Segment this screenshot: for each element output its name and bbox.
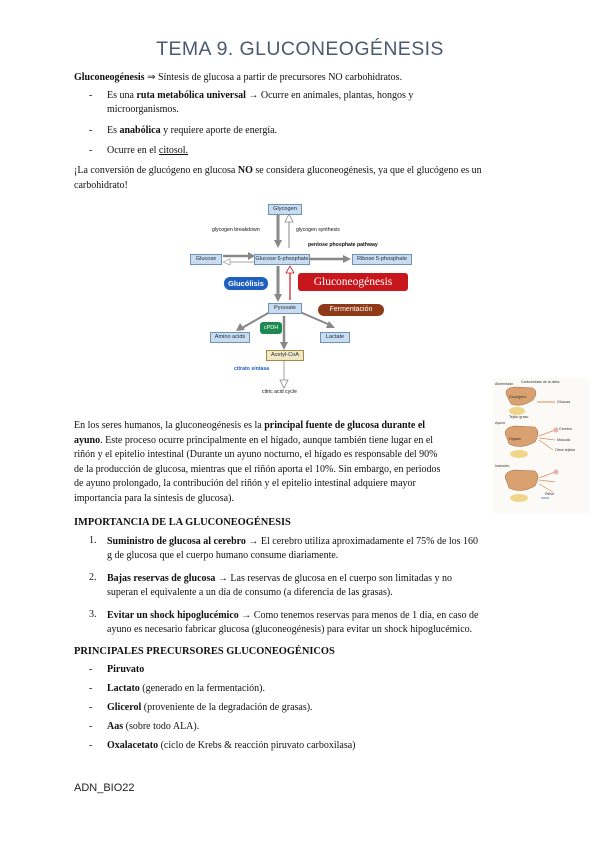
g6p-box: Glucose 6-phosphate: [254, 254, 310, 265]
precursor-glicerol: Glicerol (proveniente de la degradación de grasas).: [107, 702, 313, 713]
fasting-states-figure: [493, 378, 589, 513]
term-gluconeogenesis: Gluconeogénesis: [74, 72, 145, 83]
section-heading-importancia: IMPORTANCIA DE LA GLUCONEOGÉNESIS: [74, 517, 291, 528]
precursor-oxalacetato: Oxalacetato (ciclo de Krebs & reacción piruvato carboxilasa): [107, 740, 356, 751]
glycogen-synthesis-label: glycogen synthesis: [296, 227, 340, 233]
glycogen-box: Glycogen: [268, 204, 302, 215]
glucose-box: Glucose: [190, 254, 222, 265]
importancia-item-3: Evitar un shock hipoglucémico → Como tenemos reservas para menos de 1 día, en caso de: [107, 610, 479, 621]
implies-arrow: ⇒: [147, 72, 156, 83]
tca-label: citric acid cycle: [262, 389, 297, 395]
bullet-dash: -: [89, 721, 93, 732]
bullet-dash: -: [89, 702, 93, 713]
para-humans-line2: ayuno. Este proceso ocurre principalmente en el hígado, aunque también tiene lugar en el: [74, 435, 434, 446]
para-humans-line6: importancia para la síntesis de glucosa).: [74, 493, 234, 504]
gluconeogenesis-badge: Gluconeogénesis: [298, 273, 408, 291]
note-glycogen: ¡La conversión de glucógeno en glucosa NO se considera gluconeogénesis, ya que el glucógeno es un: [74, 165, 482, 176]
precursor-piruvato: Piruvato: [107, 664, 145, 675]
bullet-universal: Es una ruta metabólica universal → Ocurre en animales, plantas, hongos y: [107, 90, 414, 101]
intro-definition: Gluconeogénesis ⇒ Síntesis de glucosa a partir de precursores NO carbohidratos.: [74, 72, 403, 83]
para-humans-line3: riñón y el epitelio intestinal (Durante un ayuno nocturno, el hígado es responsable del 90%: [74, 449, 438, 460]
footer-tag: ADN_BIO22: [74, 782, 135, 794]
page-title: TEMA 9. GLUCONEOGÉNESIS: [156, 38, 444, 60]
kidney-label: Riñón: [545, 492, 555, 496]
lactate-box: Lactate: [320, 332, 350, 343]
precursor-aas: Aas (sobre todo ALA).: [107, 721, 200, 732]
importancia-item-2: Bajas reservas de glucosa → Las reservas de glucosa en el cuerpo son limitadas y no: [107, 573, 453, 584]
fed-state-label: Alimentado: [495, 382, 513, 386]
muscle-label: Músculo: [557, 438, 571, 442]
organs-illustration: [493, 378, 589, 513]
bullet-dash: -: [89, 740, 93, 751]
brain-label: Cerebro: [559, 427, 572, 431]
bullet-citosol: Ocurre en el citosol.: [107, 145, 189, 156]
pyruvate-box: Pyruvate: [268, 303, 302, 314]
glycogen-breakdown-label: glycogen breakdown: [212, 227, 260, 233]
glucolisis-badge: Glucólisis: [224, 277, 268, 290]
ppp-label: pentose phosphate pathway: [308, 242, 378, 248]
list-number: 2.: [89, 572, 97, 583]
glycogen-label: Glucógeno: [509, 395, 527, 399]
amino-acids-box: Amino acids: [210, 332, 250, 343]
list-number: 3.: [89, 609, 97, 620]
acetyl-coa-box: Acetyl-CoA: [266, 350, 304, 361]
bullet-anabolica: Es anabólica y requiere aporte de energía.: [107, 125, 278, 136]
fasting-label: Ayuno: [495, 421, 506, 425]
fermentacion-badge: Fermentación: [318, 304, 384, 316]
para-humans-line1: En los seres humanos, la gluconeogénesis es la principal fuente de glucosa durante el: [74, 420, 426, 431]
importancia-item-1-cont: g de glucosa que el cuerpo humano consume diariamente.: [107, 550, 339, 561]
fat-tissue-label: Tejido graso: [509, 415, 529, 419]
importancia-item-3-cont: ayuno es necesario fabricar glucosa (gluconeogénesis) para evitar un shock hipoglucémico.: [107, 624, 473, 635]
para-humans-line5: de ayuno prolongado, la contribución del riñón y el epitelio intestinal adquiere mayor: [74, 478, 416, 489]
bullet-dash: -: [89, 90, 93, 101]
importancia-item-2-cont: superan el equivalente a un día de consumo (a diferencia de las grasas).: [107, 587, 393, 598]
section-heading-precursores: PRINCIPALES PRECURSORES GLUCONEOGÉNICOS: [74, 646, 335, 657]
importancia-item-1: Suministro de glucosa al cerebro → El cerebro utiliza aproximadamente el 75% de los 160: [107, 536, 479, 547]
diet-carb-label: Carbohidrato de la dieta: [521, 380, 560, 384]
list-number: 1.: [89, 535, 97, 546]
starvation-label: Inanición: [495, 464, 510, 468]
bullet-dash: -: [89, 664, 93, 675]
metabolic-diagram: [190, 200, 420, 400]
liver-label: Hígado: [509, 437, 521, 441]
r5p-box: Ribose 5-phosphate: [352, 254, 412, 265]
bullet-dash: -: [89, 145, 93, 156]
citrato-sintasa-label: citrato sintasa: [234, 366, 270, 372]
other-tissues-label: Otros tejidos: [555, 448, 576, 452]
note-glycogen-cont: carbohidrato!: [74, 180, 128, 191]
para-humans-line4: de la producción de glucosa, mientras que el riñón aporta el 10%. Sin embargo, en periodos: [74, 464, 441, 475]
bullet-universal-cont: microorganismos.: [107, 104, 179, 115]
glucose-label: Glucosa: [557, 400, 571, 404]
precursor-lactato: Lactato (generado en la fermentación).: [107, 683, 265, 694]
bullet-dash: -: [89, 125, 93, 136]
bullet-dash: -: [89, 683, 93, 694]
cpdh-badge: cPDH: [260, 322, 282, 334]
